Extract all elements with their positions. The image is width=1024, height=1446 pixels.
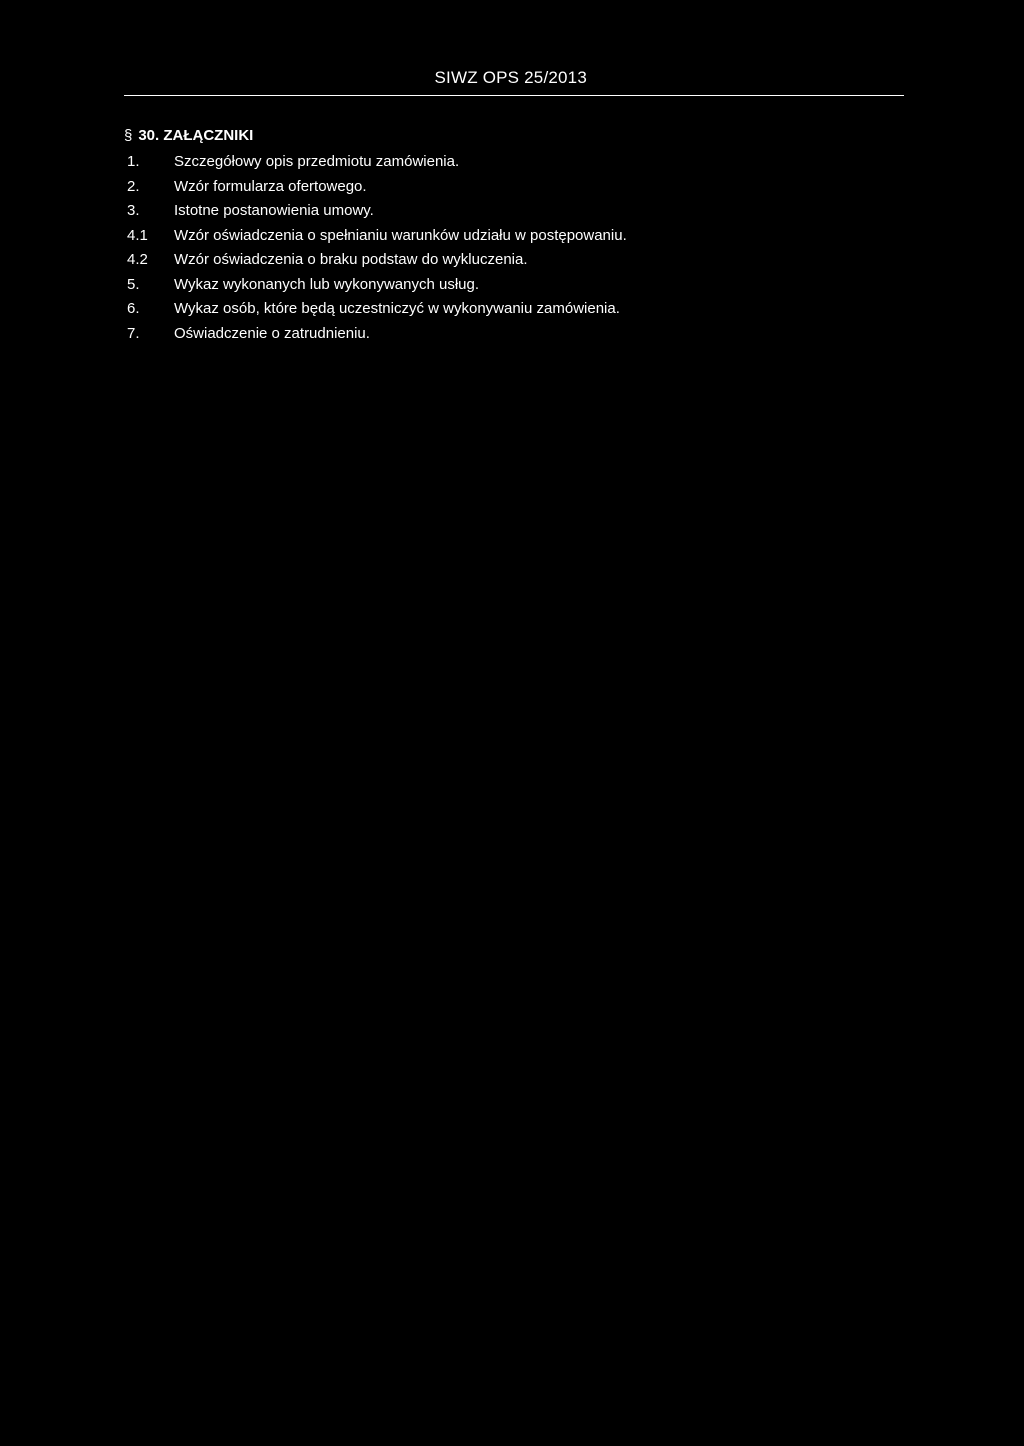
item-number: 5. [127,275,140,293]
item-number: 1. [127,153,140,170]
item-text: Wykaz osób, które będą uczestniczyć w wykonywaniu zamówienia. [174,300,620,317]
item-text: Wzór oświadczenia o spełnianiu warunków udziału w postępowaniu. [174,226,627,244]
list-item [127,175,627,200]
item-number: 2. [127,177,140,195]
item-text: Istotne postanowienia umowy. [174,202,374,219]
item-text: Szczegółowy opis przedmiotu zamówienia. [174,153,460,170]
list-item [127,150,627,175]
item-text: Wykaz wykonanych lub wykonywanych usług. [174,275,480,293]
attachments-list [127,150,627,346]
item-text: Oświadczenie o zatrudnieniu. [174,324,370,342]
list-item [127,322,627,347]
list-item [127,273,627,298]
item-number: 6. [127,300,140,317]
item-number: 7. [127,324,140,342]
list-item [127,199,627,224]
section-sign: § [124,127,133,144]
item-text: Wzór oświadczenia o braku podstaw do wykluczenia. [174,251,528,268]
item-number: 3. [127,202,140,219]
header-rule [124,95,904,96]
list-item [127,248,627,273]
list-item [127,224,627,249]
list-item [127,297,627,322]
item-number: 4.2 [127,251,148,268]
item-text: Wzór formularza ofertowego. [174,177,367,195]
document-reference: SIWZ OPS 25/2013 [434,68,587,87]
section-title: 30. ZAŁĄCZNIKI [138,127,254,144]
section-heading [124,127,253,144]
item-number: 4.1 [127,226,148,244]
